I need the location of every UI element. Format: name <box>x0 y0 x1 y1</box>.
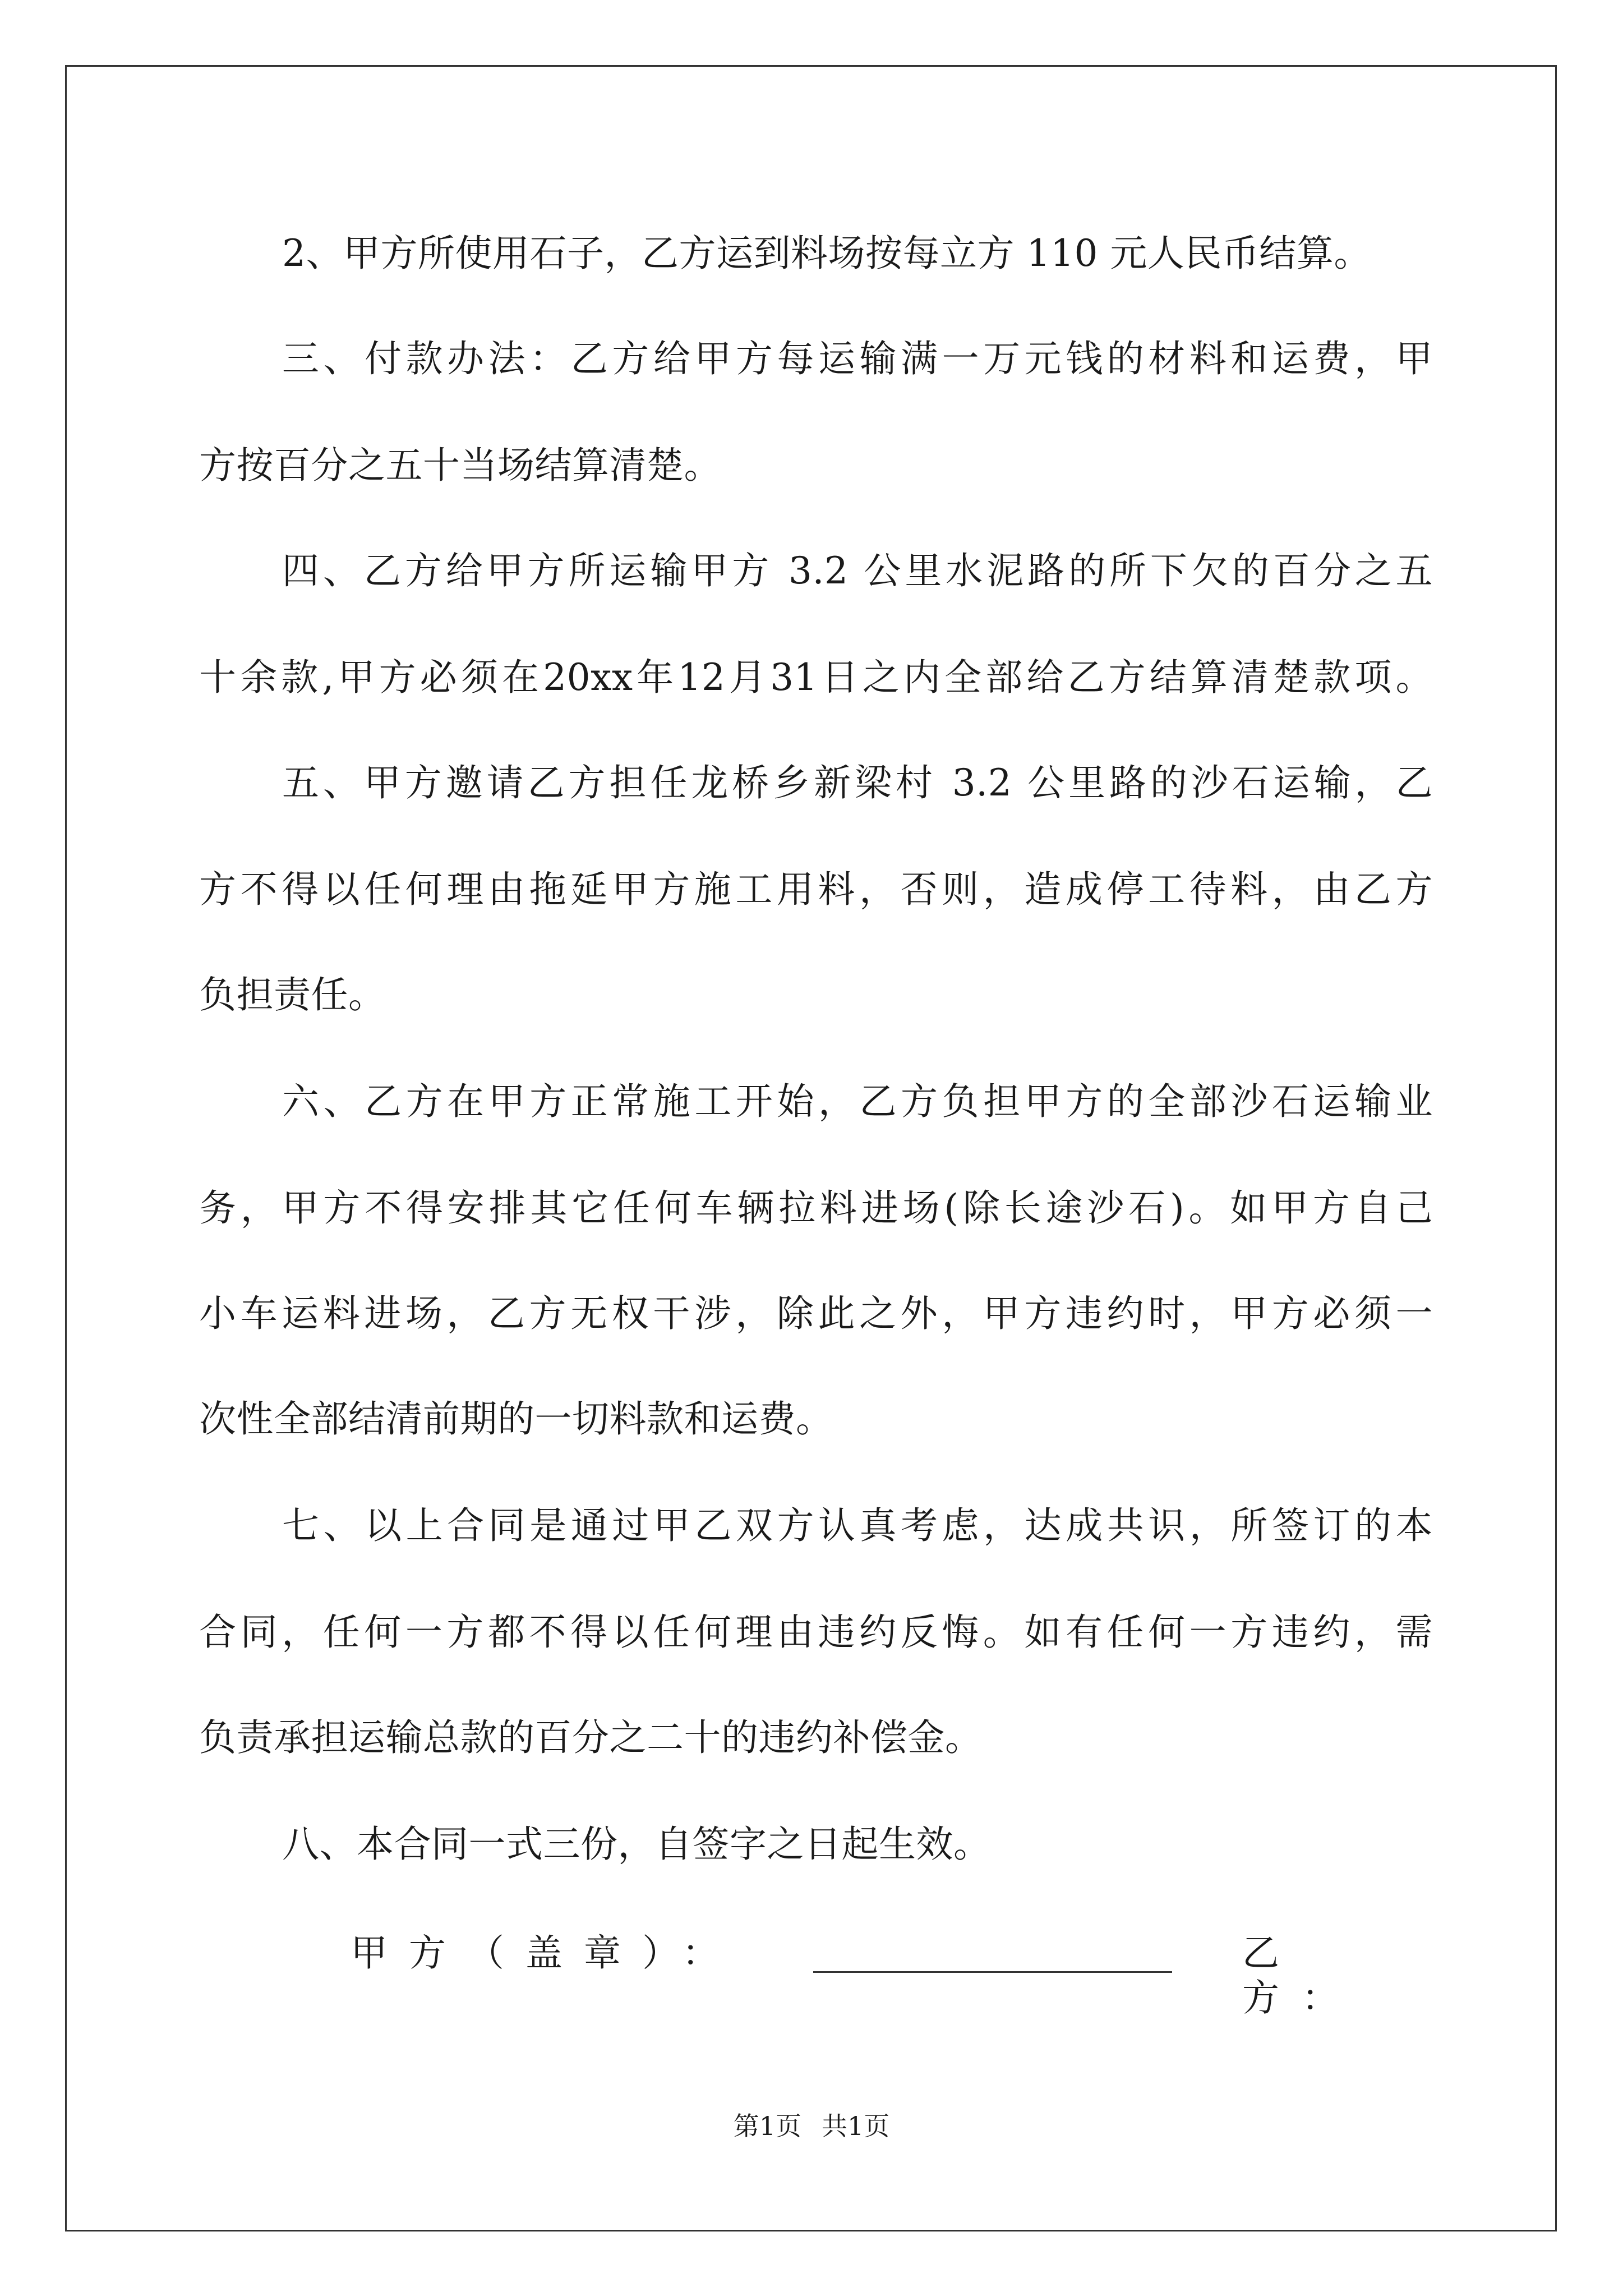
paragraph-line: 次性全部结清前期的一切料款和运费。 <box>199 1397 833 1441</box>
party-a-signature-line <box>813 1971 1172 1973</box>
paragraph-line: 负责承担运输总款的百分之二十的违约补偿金。 <box>199 1716 983 1759</box>
page-number: 第1页 <box>733 2111 801 2141</box>
paragraph-line: 六、乙方在甲方正常施工开始，乙方负担甲方的全部沙石运输业 <box>282 1080 1433 1123</box>
paragraph-line: 八、本合同一式三份，自签字之日起生效。 <box>282 1823 991 1866</box>
paragraph-line: 小车运料进场，乙方无权干涉，除此之外，甲方违约时，甲方必须一 <box>199 1292 1433 1335</box>
signature-row <box>351 1931 1416 2019</box>
paragraph-line: 四、乙方给甲方所运输甲方 3.2 公里水泥路的所下欠的百分之五 <box>282 549 1433 592</box>
paragraph-line: 2、甲方所使用石子，乙方运到料场按每立方 110 元人民币结算。 <box>282 232 1371 275</box>
paragraph-line: 七、以上合同是通过甲乙双方认真考虑，达成共识，所签订的本 <box>282 1504 1433 1547</box>
party-a-label: 甲方（盖章）： <box>351 1931 740 1975</box>
paragraph-line: 务，甲方不得安排其它任何车辆拉料进场(除长途沙石)。如甲方自己 <box>199 1186 1433 1230</box>
paragraph-line: 十余款,甲方必须在20xx年12月31日之内全部给乙方结算清楚款项。 <box>199 656 1433 699</box>
paragraph-line: 方按百分之五十当场结算清楚。 <box>199 444 721 487</box>
paragraph-line: 负担责任。 <box>199 973 386 1016</box>
page-border <box>65 65 1557 2231</box>
paragraph-line: 三、付款办法：乙方给甲方每运输满一万元钱的材料和运费，甲 <box>282 337 1433 380</box>
paragraph-line: 五、甲方邀请乙方担任龙桥乡新梁村 3.2 公里路的沙石运输，乙 <box>282 761 1433 804</box>
paragraph-line: 方不得以任何理由拖延甲方施工用料，否则，造成停工待料，由乙方 <box>199 868 1433 911</box>
page-total: 共1页 <box>822 2111 890 2141</box>
page-footer <box>0 2110 1623 2142</box>
paragraph-line: 合同，任何一方都不得以任何理由违约反悔。如有任何一方违约，需 <box>199 1611 1433 1654</box>
party-b-label: 乙方： <box>1242 1931 1361 2019</box>
